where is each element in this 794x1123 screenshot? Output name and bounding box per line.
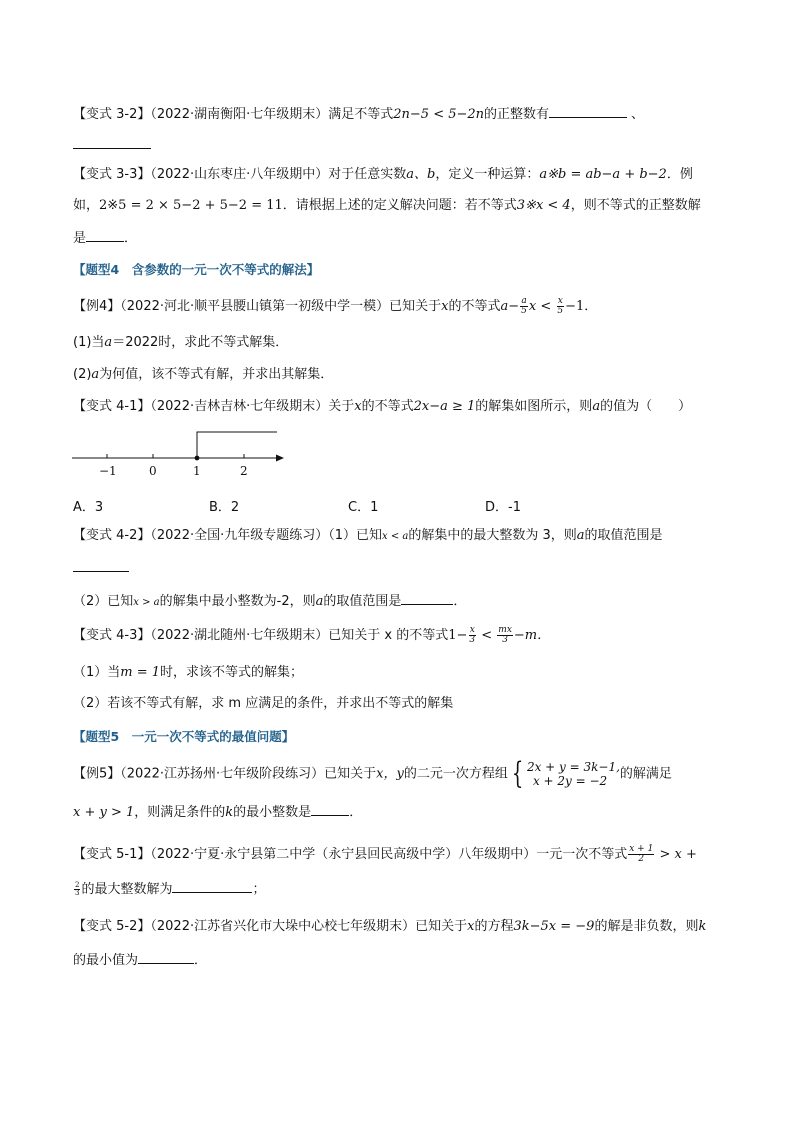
problem-5-1-line2: $\frac{2}{3}$ 的最大整数解为 ；	[75, 881, 266, 897]
problem-3-2-line1: 【变式 3-2】（2022·湖南衡阳·七年级期末）满足不等式2n−5 < 5−2n的正整数有 、	[73, 104, 644, 124]
problem-source: （2022·山东枣庄·八年级期中）	[150, 167, 329, 182]
section-heading-4: 【题型4 含参数的一元一次不等式的解法】	[73, 262, 320, 277]
tick-label: 2	[240, 464, 248, 478]
inequality-expr: 2n−5 < 5−2n	[393, 107, 485, 122]
problem-5-2-line2: 的最小值为 ．	[73, 950, 207, 970]
example-5-line2: x + y > 1，则满足条件的k的最小整数是 ．	[73, 802, 362, 822]
example-4-line1: 【例4】（2022·河北·顺平县腰山镇第一初级中学一模）已知关于x的不等式a− $\frac{a}{5}$ x < $\frac{x}{5}$ −1．	[73, 296, 598, 316]
problem-4-3-q1: （1）当m = 1时，求该不等式的解集；	[73, 665, 304, 680]
problem-5-1-line1: 【变式 5-1】（2022·宁夏·永宁县第二中学（永宁县回民高级中学）八年级期中）一元一次不等式 $\frac{x + 1}{2}$ > x +	[73, 844, 697, 864]
problem-4-3-q2: （2）若该不等式有解，求 m 应满足的条件，并求出不等式的解集	[73, 696, 454, 711]
problem-source: （2022·江苏省兴化市大垛中心校七年级期末）	[150, 919, 416, 934]
solid-point	[195, 456, 200, 461]
option-b: B．2	[209, 500, 240, 515]
problem-tag: 【变式 4-3】	[73, 628, 151, 643]
solution-set-ray	[197, 432, 277, 458]
example-4-q2: (2)a为何值，该不等式有解，并求出其解集．	[73, 367, 334, 382]
problem-4-2-line1: 【变式 4-2】（2022·全国·九年级专题练习）（1）已知x < a的解集中的最大整数为 3，则a的取值范围是	[73, 528, 663, 543]
number-line-figure	[70, 428, 295, 482]
example-4-q1: (1)当a＝2022时，求此不等式解集．	[73, 335, 289, 350]
problem-4-1-line1: 【变式 4-1】（2022·吉林吉林·七年级期末）关于x的不等式2x−a ≥ 1的解集如图所示，则a的值为（ ）	[73, 399, 692, 414]
answer-blank	[401, 591, 453, 605]
answer-blank	[172, 879, 252, 893]
problem-source: （2022·全国·九年级专题练习）	[150, 528, 329, 543]
tick-label: 0	[149, 464, 157, 478]
problem-source: （2022·河北·顺平县腰山镇第一初级中学一模）	[120, 299, 390, 314]
problem-tag: 【变式 3-2】	[73, 107, 151, 122]
problem-tag: 【变式 3-3】	[73, 167, 151, 182]
answer-blank	[86, 228, 124, 242]
problem-5-2-line1: 【变式 5-2】（2022·江苏省兴化市大垛中心校七年级期末）已知关于x的方程3k−5x = −9的解是非负数，则k	[73, 919, 707, 934]
problem-4-2-line2	[73, 558, 129, 578]
problem-3-3-line3: 是 ．	[73, 228, 137, 248]
problem-source: （2022·吉林吉林·七年级期末）	[150, 399, 329, 414]
problem-source: （2022·江苏扬州·七年级阶段练习）	[120, 766, 325, 782]
problem-3-3-line1: 【变式 3-3】（2022·山东枣庄·八年级期中）对于任意实数a、b，定义一种运算：a※b = ab−a + b−2．例	[73, 167, 693, 182]
option-a: A．3	[73, 500, 104, 515]
problem-4-2-line3: （2）已知x > a的解集中最小整数为-2，则a的取值范围是 ．	[73, 591, 466, 612]
answer-blank	[73, 135, 151, 149]
tick-label: −1	[99, 464, 117, 478]
problem-source: （2022·湖北随州·七年级期末）	[150, 628, 329, 643]
problem-4-3-line1: 【变式 4-3】（2022·湖北随州·七年级期末）已知关于 x 的不等式1− $\frac{x}{3}$ < $\frac{mx}{3}$ −m．	[73, 625, 551, 645]
equation-system: { 2x + y = 3k−1, x + 2y = −2	[511, 756, 620, 791]
problem-tag: 【变式 4-1】	[73, 399, 151, 414]
problem-tag: 【变式 4-2】	[73, 528, 151, 543]
answer-blank	[311, 802, 349, 816]
problem-3-3-line2: 如，2※5 = 2 × 5−2 + 5−2 = 11．请根据上述的定义解决问题：若不等式3※x < 4，则不等式的正整数解	[73, 198, 701, 213]
answer-blank	[73, 558, 129, 572]
option-c: C．1	[348, 500, 379, 515]
example-5-line1: 【例5】（2022·江苏扬州·七年级阶段练习）已知关于x，y的二元一次方程组 { 2x + y = 3k−1, x + 2y = −2 的解满足	[73, 756, 672, 791]
answer-blank	[549, 104, 627, 118]
problem-source: （2022·宁夏·永宁县第二中学（永宁县回民高级中学）八年级期中）	[150, 847, 537, 862]
problem-tag: 【变式 5-1】	[73, 847, 151, 862]
problem-tag: 【例4】	[73, 299, 121, 314]
problem-tag: 【例5】	[73, 766, 121, 782]
section-heading-5: 【题型5 一元一次不等式的最值问题】	[73, 729, 295, 744]
operation-definition: a※b = ab−a + b−2	[539, 167, 667, 182]
tick-label: 1	[193, 464, 201, 478]
arrow-head-icon	[276, 455, 284, 462]
problem-3-2-line2	[73, 135, 151, 155]
problem-source: （2022·湖南衡阳·七年级期末）	[150, 107, 329, 122]
problem-tag: 【变式 5-2】	[73, 919, 151, 934]
option-d: D．-1	[485, 500, 521, 515]
answer-blank	[138, 950, 194, 964]
